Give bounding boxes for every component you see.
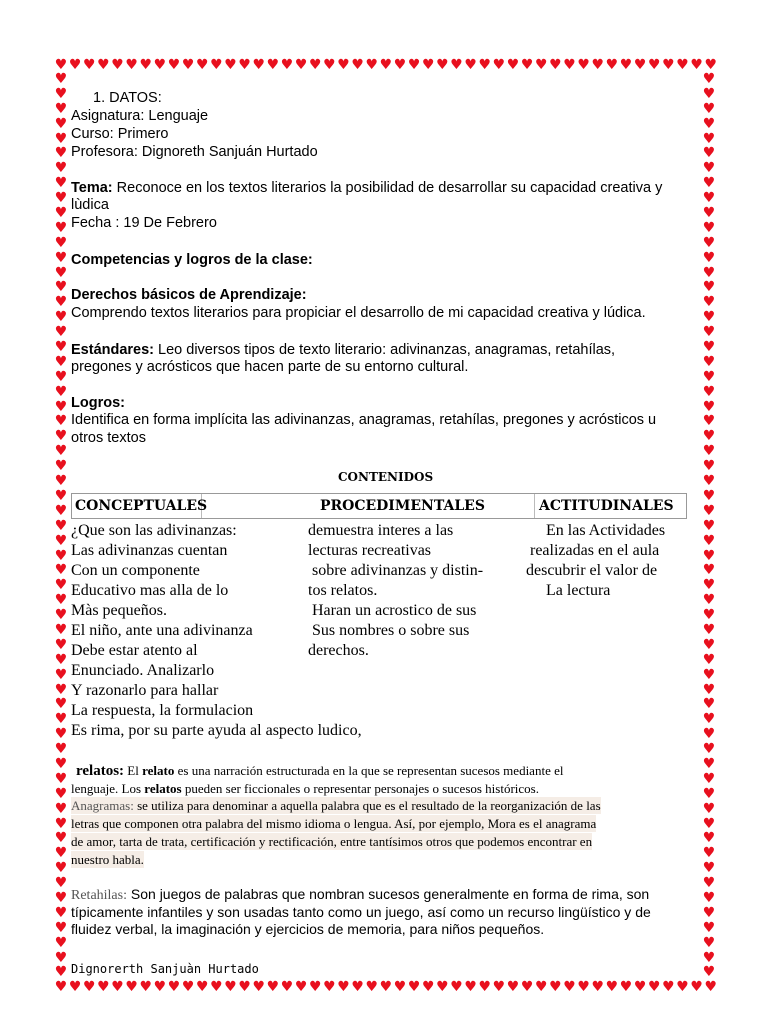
heart-icon: ♥ [54,100,68,117]
heart-icon: ♥ [54,621,68,638]
heart-icon: ♥ [702,249,716,266]
heart-icon: ♥ [702,264,716,281]
curso: Curso: Primero [71,126,169,142]
heart-icon: ♥ [181,57,195,73]
heart-icon: ♥ [690,979,703,995]
heart-icon: ♥ [702,383,716,400]
heart-icon: ♥ [702,889,716,906]
heart-icon: ♥ [54,607,68,624]
left-heart-border [54,72,68,980]
heart-icon: ♥ [492,57,506,73]
heart-icon: ♥ [54,145,68,162]
heart-icon: ♥ [54,383,68,400]
heart-icon: ♥ [534,979,548,995]
heart-icon: ♥ [54,458,68,475]
heart-icon: ♥ [351,979,364,995]
heart-icon: ♥ [702,875,716,892]
heart-icon: ♥ [702,577,716,594]
heart-icon: ♥ [54,71,68,87]
contenidos-title: CONTENIDOS [338,470,434,484]
heart-icon: ♥ [702,130,716,147]
heart-icon: ♥ [702,115,716,132]
heart-icon: ♥ [633,57,647,73]
relato-bold: relato [142,763,175,778]
retahilas-text: Son juegos de palabras que nombran sucesos generalmente en forma de rima, son [127,886,650,902]
conceptuales-line: Educativo mas alla de lo [71,582,229,599]
heart-icon: ♥ [702,160,716,177]
asignatura: Asignatura: Lenguaje [71,108,209,124]
heart-icon: ♥ [436,57,449,73]
heart-icon: ♥ [702,964,716,981]
heart-icon: ♥ [702,234,716,251]
heart-icon: ♥ [54,398,68,415]
heart-icon: ♥ [68,979,82,995]
heart-icon: ♥ [407,979,421,995]
heart-icon: ♥ [54,190,68,207]
heart-icon: ♥ [702,458,716,475]
heart-icon: ♥ [478,57,492,73]
conceptuales-line: Es rima, por su parte ayuda al aspecto ludico, [71,722,362,739]
heart-icon: ♥ [492,979,506,995]
heart-icon: ♥ [506,57,520,73]
heart-icon: ♥ [153,979,167,995]
heart-icon: ♥ [506,979,520,995]
heart-icon: ♥ [266,57,280,73]
heart-icon: ♥ [323,979,336,995]
heart-icon: ♥ [308,57,322,73]
conceptuales-line: El niño, ante una adivinanza [71,622,253,639]
heart-icon: ♥ [54,234,68,251]
heart-icon: ♥ [563,57,576,73]
anagramas-line2: letras que componen otra palabra del mismo idioma o lengua. Así, por ejemplo, Mora es el anagrama [71,816,597,831]
heart-icon: ♥ [210,57,223,73]
conceptuales-line: Debe estar atento al [71,642,198,659]
heart-icon: ♥ [54,264,68,281]
heart-icon: ♥ [702,413,716,430]
heart-icon: ♥ [125,979,138,995]
heart-icon: ♥ [702,621,716,638]
heart-icon: ♥ [549,57,562,73]
heart-icon: ♥ [323,57,336,73]
heart-icon: ♥ [54,800,68,817]
retahilas-line3: fluidez verbal, la imaginación y ejercicios de memoria, para niños pequeños. [71,921,545,937]
signature: Dignorerth Sanjuàn Hurtado [71,962,259,976]
actitudinales-line: realizadas en el aula [522,542,660,559]
heart-icon: ♥ [54,964,68,981]
derechos-text: Comprendo textos literarios para propiciar el desarrollo de mi capacidad creativa y lúdica. [71,305,646,321]
heart-icon: ♥ [210,979,223,995]
heart-icon: ♥ [224,57,237,73]
actitudinales-line: La lectura [522,582,611,599]
heart-icon: ♥ [54,741,68,758]
heart-icon: ♥ [238,57,251,73]
heart-icon: ♥ [702,309,716,326]
derechos-heading: Derechos básicos de Aprendizaje: [71,287,307,303]
heart-icon: ♥ [704,979,718,995]
fecha: Fecha : 19 De Febrero [71,215,217,231]
relatos-line2-a: lenguaje. Los [71,781,145,796]
heart-icon: ♥ [393,979,407,995]
heart-icon: ♥ [690,57,703,73]
heart-icon: ♥ [54,175,68,192]
bottom-heart-border [54,980,718,994]
procedimentales-line: Haran un acrostico de sus [308,602,477,619]
heart-icon: ♥ [54,249,68,266]
heart-icon: ♥ [633,979,647,995]
conceptuales-line: Màs pequeños. [71,602,167,619]
heart-icon: ♥ [54,711,68,728]
relatos-line2 [71,780,539,797]
heart-icon: ♥ [464,57,477,73]
heart-icon: ♥ [676,57,689,73]
heart-icon: ♥ [82,979,96,995]
heart-icon: ♥ [54,860,68,877]
heart-icon: ♥ [702,800,716,817]
heart-icon: ♥ [195,979,209,995]
heart-icon: ♥ [54,904,68,921]
heart-icon: ♥ [294,979,308,995]
heart-icon: ♥ [97,57,110,73]
heart-icon: ♥ [421,979,435,995]
heart-icon: ♥ [54,949,68,966]
heart-icon: ♥ [520,979,534,995]
conceptuales-line: Enunciado. Analizarlo [71,662,215,679]
heart-icon: ♥ [702,592,716,609]
heart-icon: ♥ [702,785,716,802]
heart-icon: ♥ [54,547,68,564]
heart-icon: ♥ [662,57,675,73]
heart-icon: ♥ [54,755,68,772]
heart-icon: ♥ [181,979,195,995]
procedimentales-line: Sus nombres o sobre sus [308,622,470,639]
conceptuales-line: La respuesta, la formulacion [71,702,254,719]
heart-icon: ♥ [54,979,68,995]
heart-icon: ♥ [702,71,716,87]
relatos-line2-b: pueden ser ficcionales o representar personajes o sucesos históricos. [181,781,539,796]
heart-icon: ♥ [702,145,716,162]
heart-icon: ♥ [54,636,68,653]
right-heart-border [702,72,716,980]
conceptuales-line: Las adivinanzas cuentan [71,542,228,559]
heart-icon: ♥ [139,57,153,73]
anagramas-label: Anagramas: [71,798,134,813]
heart-icon: ♥ [563,979,576,995]
heart-icon: ♥ [337,57,350,73]
heart-icon: ♥ [54,532,68,549]
retahilas-label: Retahilas: [71,888,127,903]
heart-icon: ♥ [54,517,68,534]
procedimentales-line: lecturas recreativas [308,542,432,559]
heart-icon: ♥ [252,979,266,995]
heart-icon: ♥ [702,502,716,519]
heart-icon: ♥ [577,979,590,995]
heart-icon: ♥ [450,57,463,73]
procedimentales-line: derechos. [308,642,369,659]
heart-icon: ♥ [54,934,68,951]
relatos-t1: El [124,763,143,778]
heart-icon: ♥ [702,636,716,653]
heart-icon: ♥ [252,57,266,73]
heart-icon: ♥ [591,57,605,73]
heart-icon: ♥ [337,979,350,995]
heart-icon: ♥ [702,428,716,445]
heart-icon: ♥ [702,175,716,192]
heart-icon: ♥ [54,770,68,787]
heart-icon: ♥ [280,979,294,995]
conceptuales-line: Con un componente [71,562,200,579]
heart-icon: ♥ [702,324,716,341]
relatos-t2: es una narración estructurada en la que se representan sucesos mediante el [174,763,564,778]
relatos-paragraph [71,762,563,780]
heart-icon: ♥ [702,205,716,222]
heart-icon: ♥ [54,889,68,906]
anagramas-line3: de amor, tarta de trata, certificación y rectificación, entre tantísimos otros que podemos encontrar en [71,834,593,849]
heart-icon: ♥ [520,57,534,73]
heart-icon: ♥ [702,830,716,847]
heart-icon: ♥ [549,979,562,995]
heart-icon: ♥ [294,57,308,73]
heart-icon: ♥ [54,487,68,504]
heart-icon: ♥ [702,547,716,564]
conceptuales-line: ¿Que son las adivinanzas: [71,522,237,539]
heart-icon: ♥ [54,115,68,132]
anagramas-line4: nuestro habla. [71,852,144,867]
heart-icon: ♥ [436,979,449,995]
heart-icon: ♥ [54,294,68,311]
heart-icon: ♥ [54,592,68,609]
heart-icon: ♥ [153,57,167,73]
heart-icon: ♥ [534,57,548,73]
heart-icon: ♥ [702,190,716,207]
heart-icon: ♥ [54,219,68,236]
heart-icon: ♥ [702,353,716,370]
logros-text-cont: otros textos [71,430,146,446]
heart-icon: ♥ [605,979,619,995]
top-heart-border [54,58,718,72]
heart-icon: ♥ [407,57,421,73]
actitudinales-line: descubrir el valor de [522,562,658,579]
heart-icon: ♥ [54,324,68,341]
logros-text: Identifica en forma implícita las adivinanzas, anagramas, retahílas, pregones y acrósticos u [71,412,657,428]
heart-icon: ♥ [702,562,716,579]
heart-icon: ♥ [54,830,68,847]
heart-icon: ♥ [97,979,110,995]
heart-icon: ♥ [54,875,68,892]
datos-heading: 1. DATOS: [93,90,162,106]
heart-icon: ♥ [702,770,716,787]
heart-icon: ♥ [54,502,68,519]
anagramas-line1 [71,797,601,814]
heart-icon: ♥ [702,681,716,698]
heart-icon: ♥ [702,755,716,772]
heart-icon: ♥ [54,309,68,326]
heart-icon: ♥ [676,979,689,995]
heart-icon: ♥ [702,696,716,713]
heart-icon: ♥ [702,741,716,758]
heart-icon: ♥ [238,979,251,995]
header-conceptuales: CONCEPTUALES [72,494,202,518]
heart-icon: ♥ [54,57,68,73]
heart-icon: ♥ [702,904,716,921]
heart-icon: ♥ [702,919,716,936]
heart-icon: ♥ [647,979,661,995]
heart-icon: ♥ [702,398,716,415]
heart-icon: ♥ [702,845,716,862]
heart-icon: ♥ [54,577,68,594]
tema-label: Tema: [71,180,113,196]
heart-icon: ♥ [54,339,68,356]
heart-icon: ♥ [54,845,68,862]
procedimentales-line: sobre adivinanzas y distin- [308,562,484,579]
heart-icon: ♥ [702,339,716,356]
heart-icon: ♥ [702,219,716,236]
heart-icon: ♥ [702,949,716,966]
relatos-bold: relatos [144,781,182,796]
heart-icon: ♥ [577,57,590,73]
heart-icon: ♥ [702,487,716,504]
heart-icon: ♥ [308,979,322,995]
heart-icon: ♥ [647,57,661,73]
heart-icon: ♥ [702,368,716,385]
estandares-text: Leo diversos tipos de texto literario: adivinanzas, anagramas, retahílas, [154,342,616,358]
retahilas-line2: típicamente infantiles y son usadas tanto como un juego, así como un recurso lingüístico y de [71,904,651,920]
heart-icon: ♥ [54,443,68,460]
heart-icon: ♥ [54,205,68,222]
contenidos-header-table [71,493,687,519]
heart-icon: ♥ [54,428,68,445]
relatos-label: relatos: [76,763,125,779]
competencias-heading: Competencias y logros de la clase: [71,252,313,268]
heart-icon: ♥ [702,726,716,743]
heart-icon: ♥ [266,979,280,995]
heart-icon: ♥ [702,473,716,490]
retahilas-line1 [71,886,649,904]
heart-icon: ♥ [54,726,68,743]
header-procedimentales: PROCEDIMENTALES [202,494,535,518]
anagramas-text: se utiliza para denominar a aquella palabra que es el resultado de la reorganización de las [133,798,601,813]
heart-icon: ♥ [54,785,68,802]
heart-icon: ♥ [54,130,68,147]
heart-icon: ♥ [464,979,477,995]
heart-icon: ♥ [702,443,716,460]
heart-icon: ♥ [111,979,124,995]
actitudinales-column [522,521,665,601]
heart-icon: ♥ [167,979,181,995]
heart-icon: ♥ [54,651,68,668]
header-actitudinales: ACTITUDINALES [539,498,674,514]
procedimentales-line: tos relatos. [308,582,378,599]
estandares-text-cont: pregones y acrósticos que hacen parte de su entorno cultural. [71,359,469,375]
heart-icon: ♥ [54,666,68,683]
heart-icon: ♥ [478,979,492,995]
heart-icon: ♥ [54,279,68,296]
tema [71,180,662,198]
heart-icon: ♥ [139,979,153,995]
heart-icon: ♥ [54,368,68,385]
heart-icon: ♥ [195,57,209,73]
heart-icon: ♥ [379,979,393,995]
heart-icon: ♥ [54,85,68,102]
heart-icon: ♥ [54,160,68,177]
heart-icon: ♥ [702,294,716,311]
heart-icon: ♥ [702,651,716,668]
heart-icon: ♥ [54,562,68,579]
heart-icon: ♥ [54,473,68,490]
heart-icon: ♥ [702,815,716,832]
heart-icon: ♥ [82,57,96,73]
actitudinales-line: En las Actividades [522,522,666,539]
procedimentales-line: demuestra interes a las [308,522,454,539]
heart-icon: ♥ [702,860,716,877]
heart-icon: ♥ [379,57,393,73]
heart-icon: ♥ [393,57,407,73]
heart-icon: ♥ [54,919,68,936]
heart-icon: ♥ [365,979,379,995]
heart-icon: ♥ [54,815,68,832]
logros-heading: Logros: [71,395,125,411]
heart-icon: ♥ [167,57,181,73]
heart-icon: ♥ [702,100,716,117]
heart-icon: ♥ [365,57,379,73]
heart-icon: ♥ [702,279,716,296]
heart-icon: ♥ [68,57,82,73]
tema-text-cont: lùdica [71,197,109,213]
heart-icon: ♥ [54,681,68,698]
heart-icon: ♥ [280,57,294,73]
heart-icon: ♥ [702,934,716,951]
heart-icon: ♥ [702,517,716,534]
heart-icon: ♥ [662,979,675,995]
profesora: Profesora: Dignoreth Sanjuán Hurtado [71,144,318,160]
conceptuales-line: Y razonarlo para hallar [71,682,219,699]
heart-icon: ♥ [54,413,68,430]
heart-icon: ♥ [702,711,716,728]
heart-icon: ♥ [450,979,463,995]
heart-icon: ♥ [605,57,619,73]
heart-icon: ♥ [224,979,237,995]
heart-icon: ♥ [54,696,68,713]
heart-icon: ♥ [54,353,68,370]
procedimentales-column [308,521,483,661]
heart-icon: ♥ [702,85,716,102]
heart-icon: ♥ [704,57,718,73]
heart-icon: ♥ [702,607,716,624]
estandares [71,342,615,360]
heart-icon: ♥ [351,57,364,73]
heart-icon: ♥ [125,57,138,73]
heart-icon: ♥ [591,979,605,995]
heart-icon: ♥ [111,57,124,73]
tema-text: Reconoce en los textos literarios la posibilidad de desarrollar su capacidad creativa y [112,180,663,196]
estandares-label: Estándares: [71,342,155,358]
heart-icon: ♥ [619,979,633,995]
heart-icon: ♥ [421,57,435,73]
heart-icon: ♥ [702,532,716,549]
heart-icon: ♥ [619,57,633,73]
heart-icon: ♥ [702,666,716,683]
